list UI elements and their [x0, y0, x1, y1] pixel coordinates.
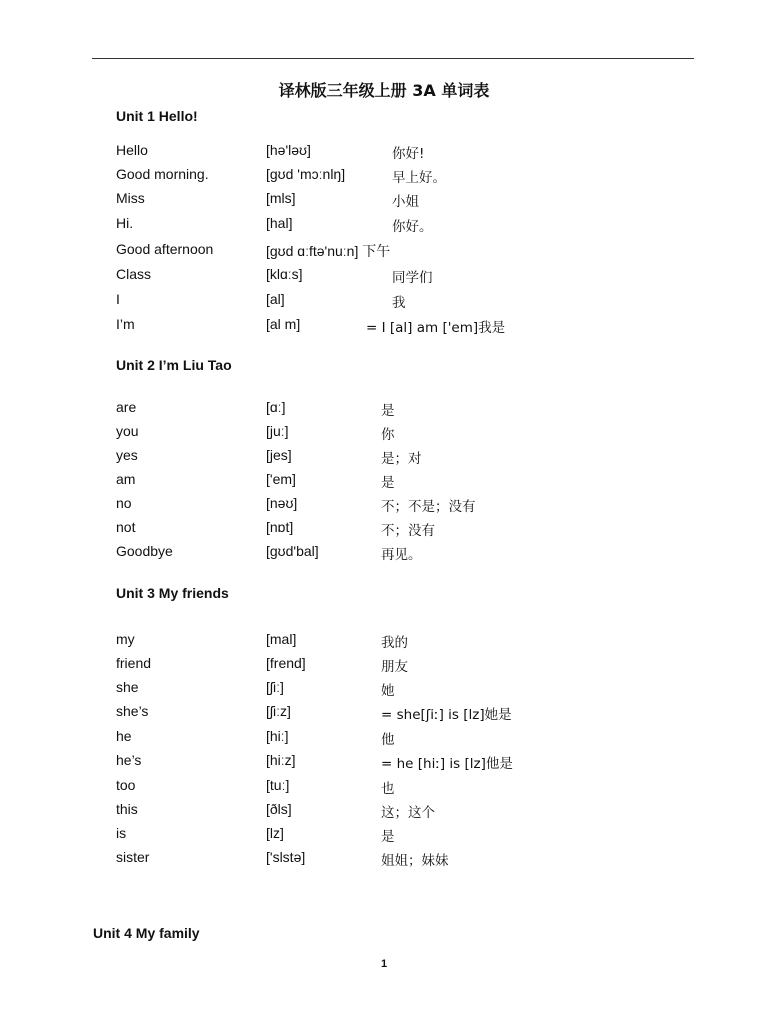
meaning: 朋友: [381, 659, 408, 675]
word: she’s: [116, 703, 149, 719]
meaning: 你: [381, 427, 395, 443]
phonetic: [frend]: [266, 655, 306, 671]
word: not: [116, 519, 136, 535]
word: Hi.: [116, 215, 134, 231]
vocab-row: [0, 631, 768, 653]
word: sister: [116, 849, 150, 865]
phonetic: [jes]: [266, 447, 292, 463]
phonetic: [ðls]: [266, 801, 292, 817]
vocab-row: [0, 849, 768, 871]
vocab-row: [0, 190, 768, 212]
vocab-row: [0, 215, 768, 237]
phonetic: [juː]: [266, 423, 289, 439]
phonetic: [hal]: [266, 215, 293, 231]
phonetic: [al]: [266, 291, 285, 307]
vocab-row: [0, 291, 768, 313]
word: am: [116, 471, 136, 487]
header-rule: [92, 58, 694, 59]
word: she: [116, 679, 139, 695]
vocab-row: [0, 801, 768, 823]
page-title: 译林版三年级上册 3A 单词表: [278, 81, 490, 100]
unit-3-heading: Unit 3 My friends: [116, 585, 229, 601]
phonetic: [gʊd 'mɔːnlŋ]: [266, 166, 346, 182]
meaning: 她: [381, 683, 395, 699]
vocab-row: [0, 679, 768, 701]
vocab-row: [0, 752, 768, 774]
meaning: 姐姐；妹妹: [381, 853, 449, 869]
vocab-row: [0, 777, 768, 799]
vocab-row: [0, 543, 768, 565]
page-number: 1: [380, 958, 388, 970]
unit-1-heading: Unit 1 Hello!: [116, 108, 198, 124]
word: you: [116, 423, 139, 439]
phonetic: [gʊd'bal]: [266, 543, 319, 559]
meaning: 不；没有: [381, 523, 435, 539]
phonetic: [hiː]: [266, 728, 289, 744]
vocab-row: [0, 703, 768, 725]
meaning: 我的: [381, 635, 408, 651]
word: Good afternoon: [116, 241, 214, 257]
word: Goodbye: [116, 543, 173, 559]
word: I’m: [116, 316, 135, 332]
word: is: [116, 825, 127, 841]
word: he’s: [116, 752, 142, 768]
phonetic: [klɑːs]: [266, 266, 303, 282]
unit-4-heading: Unit 4 My family: [93, 925, 200, 941]
phonetic: [mls]: [266, 190, 296, 206]
phonetic: [nɒt]: [266, 519, 294, 535]
phonetic: [ʃiː]: [266, 679, 284, 695]
meaning: 你好。: [392, 219, 433, 235]
vocab-row: [0, 655, 768, 677]
meaning: 同学们: [392, 270, 433, 286]
meaning: 你好!: [392, 146, 425, 162]
word: I: [116, 291, 120, 307]
word: Hello: [116, 142, 148, 158]
word: my: [116, 631, 135, 647]
meaning: 是；对: [381, 451, 422, 467]
phonetic: [hə'ləʊ]: [266, 142, 311, 158]
meaning: 再见。: [381, 547, 422, 563]
phonetic: [tuː]: [266, 777, 290, 793]
word: friend: [116, 655, 152, 671]
vocab-row: [0, 399, 768, 421]
word: yes: [116, 447, 138, 463]
meaning: 小姐: [392, 194, 419, 210]
meaning: 早上好。: [392, 170, 446, 186]
vocab-row: [0, 495, 768, 517]
vocab-row: [0, 471, 768, 493]
vocab-row: [0, 166, 768, 188]
phonetic: [hiːz]: [266, 752, 296, 768]
word: are: [116, 399, 137, 415]
meaning: 是: [381, 475, 395, 491]
meaning: 是: [381, 403, 395, 419]
word: he: [116, 728, 132, 744]
meaning: 这；这个: [381, 805, 435, 821]
word: no: [116, 495, 132, 511]
phonetic: [nəʊ]: [266, 495, 298, 511]
word: Miss: [116, 190, 145, 206]
vocab-row: [0, 728, 768, 750]
vocab-row: [0, 825, 768, 847]
unit-2-heading: Unit 2 I’m Liu Tao: [116, 357, 232, 373]
phonetic: [lz]: [266, 825, 284, 841]
meaning: = she[ʃiː] is [lz]她是: [381, 707, 512, 723]
word: Good morning.: [116, 166, 209, 182]
vocab-row: [0, 241, 768, 263]
phonetic: ['em]: [266, 471, 296, 487]
word: this: [116, 801, 138, 817]
phonetic: [gʊd ɑːftə'nuːn] 下午: [266, 243, 391, 259]
meaning: = I [al] am ['em]我是: [366, 320, 506, 336]
meaning: = he [hiː] is [lz]他是: [381, 756, 513, 772]
word: Class: [116, 266, 152, 282]
vocab-row: [0, 266, 768, 288]
meaning: 不；不是；没有: [381, 499, 476, 515]
vocab-row: [0, 316, 768, 338]
meaning: 他: [381, 732, 395, 748]
word: too: [116, 777, 136, 793]
vocab-row: [0, 142, 768, 164]
phonetic: [al m]: [266, 316, 301, 332]
meaning: 我: [392, 295, 406, 311]
phonetic: ['slstə]: [266, 849, 306, 865]
vocab-row: [0, 423, 768, 445]
meaning: 也: [381, 781, 395, 797]
phonetic: [ɑː]: [266, 399, 286, 415]
vocab-row: [0, 519, 768, 541]
vocab-row: [0, 447, 768, 469]
phonetic: [mal]: [266, 631, 297, 647]
phonetic: [ʃiːz]: [266, 703, 291, 719]
meaning: 是: [381, 829, 395, 845]
